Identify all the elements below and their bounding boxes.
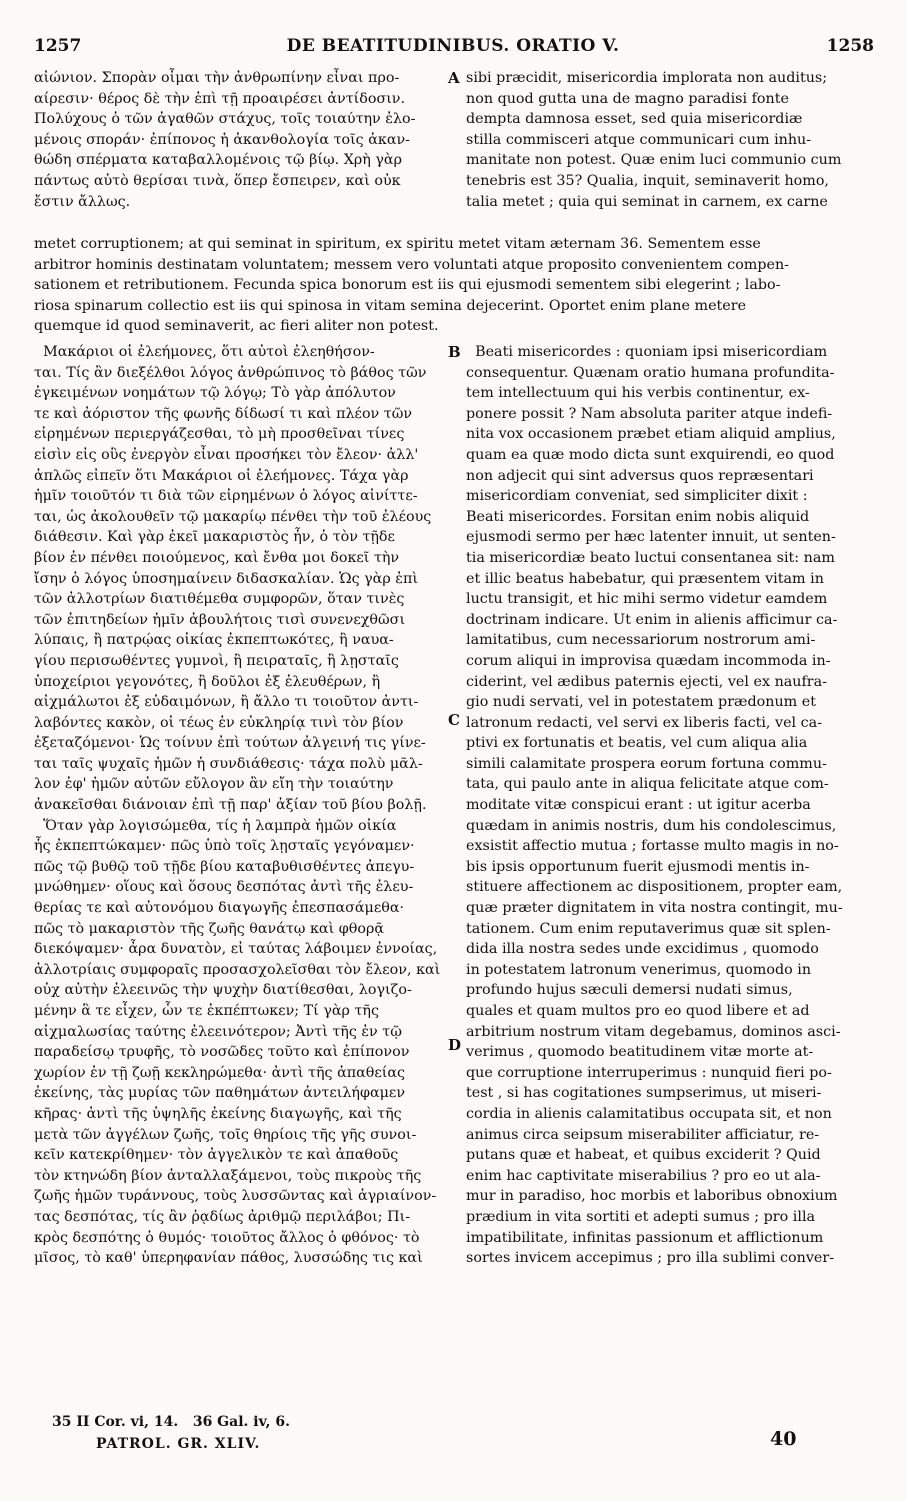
text-line: in potestatem latronum venerimus, quomodo in — [466, 961, 812, 978]
greek-column-top — [34, 68, 444, 212]
text-line: lamitatibus, cum necessariorum nostrorum ami- — [466, 632, 816, 649]
text-line: exsistit affectio mutua ; fortasse multo magis in no- — [466, 838, 839, 855]
text-line: ἁπλῶς εἰπεῖν ὅτι Μακάριοι οἱ ἐλεήμονες. Τάχα γὰρ — [34, 467, 409, 484]
text-line: ται, ὡς ἀκολουθεῖν τῷ μακαρίῳ πένθει τὴν τοῦ ἐλέους — [34, 508, 432, 525]
text-line: κῆρας· ἀντὶ τῆς ὑψηλῆς ἐκείνης διαγωγῆς, καὶ τῆς — [34, 1105, 402, 1122]
footnotes: 35 II Cor. vi, 14. 36 Gal. iv, 6. — [52, 1414, 290, 1430]
page-number-left: 1257 — [34, 36, 82, 56]
text-line: τὸν κτηνώδη βίον ἀνταλλαξάμενοι, τοὺς πικροὺς τῆς — [34, 1167, 422, 1184]
running-title: DE BEATITUDINIBUS. ORATIO V. — [286, 36, 620, 56]
text-line: non quod gutta una de magno paradisi fonte — [466, 90, 789, 107]
text-line: παραδείσῳ τρυφῆς, τὸ νοσῶδες τοῦτο καὶ ἐπίπονον — [34, 1044, 410, 1061]
text-line: λύπαις, ἢ πατρῴας οἰκίας ἐκπεπτωκότες, ἢ ναυα- — [34, 632, 394, 649]
text-line: κεῖν κατεκρίθημεν· τὸν ἀγγελικὸν τε καὶ ἀπαθοῦς — [34, 1147, 399, 1164]
latin-column-top — [466, 68, 876, 212]
text-line: θερίας τε καὶ αὐτονόμου διαγωγῆς ἐπεσπασάμεθα· — [34, 900, 405, 917]
text-line: εἰρημένων περιεργάζεσθαι, τὸ μὴ προσθεῖναι τίνες — [34, 426, 405, 443]
text-line: τῶν ἀλλοτρίων διατιθέμεθα συμφορῶν, ὅταν τινὲς — [34, 591, 405, 608]
text-line: manitate non potest. Quæ enim luci communio cum — [466, 152, 842, 169]
text-line: quædam in animis nostris, dum his condolescimus, — [466, 817, 837, 834]
text-line: prædium in vita sortiti et adepti sumus ; pro illa — [466, 1208, 816, 1225]
text-line: λαβόντες κακὸν, οἱ τέως ἐν εὐκληρίᾳ τινὶ τὸν βίον — [34, 714, 404, 731]
text-line: βίον ἐν πένθει ποιούμενος, καὶ ἔνθα μοι δοκεῖ τὴν — [34, 549, 400, 566]
margin-marker-b: B — [448, 343, 461, 361]
text-line: riosa spinarum collectio est iis qui spinosa in vitam semina dejecerint. Oportet enim plane metere — [34, 297, 747, 314]
text-line: moditate vitæ conspicui erant : ut igitur acerba — [466, 797, 811, 814]
text-line: bis ipsis opportunum fuerit ejusmodi mentis in- — [466, 858, 810, 875]
text-line: θώδη σπέρματα καταβαλλομένοις τῷ βίῳ. Χρὴ γὰρ — [34, 152, 402, 169]
text-line: que corruptione interruperimus : nunquid fieri po- — [466, 1064, 832, 1081]
text-line: μετὰ τῶν ἀγγέλων ζωῆς, τοῖς θηρίοις τῆς γῆς συνοι- — [34, 1126, 417, 1143]
text-line: enim hac captivitate miserabilius ? pro eo ut ala- — [466, 1167, 821, 1184]
text-line: ἐκείνης, τὰς μυρίας τῶν παθημάτων ἀντειλήφαμεν — [34, 1085, 406, 1102]
text-line: et illic beatus habebatur, qui præsentem vitam in — [466, 570, 824, 587]
margin-marker-a: A — [448, 69, 460, 87]
text-line: doctrinam indicare. Ut enim in alienis afficimur ca- — [466, 611, 838, 628]
text-line: ἐγκειμένων νοημάτων τῷ λόγῳ; Τὸ γὰρ ἀπόλυτον — [34, 385, 396, 402]
text-line: arbitrium nostrum vitam degebamus, dominos asci- — [466, 1023, 841, 1040]
text-line: Beati misericordes. Forsitan enim nobis aliquid — [466, 508, 810, 525]
text-line: γίου περισωθέντες γυμνοὶ, ἢ πειραταῖς, ἢ λῃσταῖς — [34, 652, 399, 669]
text-line: sibi præcidit, misericordia implorata non auditus; — [466, 70, 828, 86]
text-line: gio nudi servati, vel in potestatem prædonum et — [466, 694, 816, 711]
text-line: tem intellectuum qui his verbis continentur, ex- — [466, 385, 810, 402]
text-line: test , si has cogitationes sumpserimus, ut miseri- — [466, 1085, 822, 1102]
text-line: misericordiam conveniat, sed simpliciter dixit : — [466, 488, 808, 505]
text-line: πῶς τῷ βυθῷ τοῦ τῇδε βίου καταβυθισθέντες ἀπεγυ- — [34, 858, 415, 875]
text-line: tia misericordiæ beato luctui consentanea sit: nam — [466, 549, 835, 566]
text-line: αἰχμαλωσίας ταύτης ἐλεεινότερον; Ἀντὶ τῆς ἐν τῷ — [34, 1023, 402, 1040]
text-line: simili calamitate prospera eorum fortuna commu- — [466, 755, 827, 772]
text-line: κρὸς δεσπότης ὁ θυμός· τοιοῦτος ἄλλος ὁ φθόνος· τὸ — [34, 1229, 420, 1246]
text-line: τας δεσπότας, τίς ἂν ῥᾳδίως ἀριθμῷ περιλάβοι; Πι- — [34, 1208, 411, 1225]
text-line: impatibilitate, infinitas passionum et afflictionum — [466, 1229, 824, 1246]
text-line: διάθεσιν. Καὶ γὰρ ἐκεῖ μακαριστὸς ἦν, ὁ τὸν τῇδε — [34, 529, 395, 546]
text-line: ἡμῖν τοιοῦτόν τι διὰ τῶν εἰρημένων ὁ λόγος αἰνίττε- — [34, 488, 418, 505]
text-line: τε καὶ ἀόριστον τῆς φωνῆς δίδωσί τι καὶ πλέον τῶν — [34, 405, 413, 422]
patrologia-signature: PATROL. GR. XLIV. — [96, 1436, 261, 1452]
text-line: sationem et retributionem. Fecunda spica bonorum est iis qui ejusmodi sementem sibi elegerint ; labo- — [34, 277, 781, 294]
text-line: tationem. Cum enim reputaverimus quæ sit splen- — [466, 920, 831, 937]
text-line: ἐξεταζόμενοι· Ὡς τοίνυν ἐπὶ τούτων ἀλγεινή τις γίνε- — [34, 735, 426, 752]
text-line: arbitror hominis destinatam voluntatem; messem vero voluntati atque proposito convenientem compen- — [34, 256, 790, 273]
text-line: μῖσος, τὸ καθ' ὑπερηφανίαν πάθος, λυσσώδης τις καὶ — [34, 1250, 423, 1267]
text-line: profundo hujus sæculi demersi nudati simus, — [466, 982, 793, 999]
text-line: quemque id quod seminaverit, ac fieri aliter non potest. — [34, 318, 439, 335]
text-line: αίρεσιν· θέρος δὲ τὴν ἐπὶ τῇ προαιρέσει ἀντίδοσιν. — [34, 90, 406, 107]
text-line: τῶν ἐπιτηδείων ἡμῖν ἀβουλήτοις τισὶ συνενεχθῶσι — [34, 611, 406, 628]
text-line: mur in paradiso, hoc morbis et laboribus obnoxium — [466, 1188, 838, 1205]
text-line: μένην ἃ τε εἶχεν, ὧν τε ἐκπέπτωκεν; Τί γὰρ τῆς — [34, 1003, 379, 1019]
text-line: πῶς τὸ μακαριστὸν τῆς ζωῆς θανάτῳ καὶ φθορᾷ — [34, 920, 385, 937]
text-line: tenebris est 35? Qualia, inquit, seminaverit homo, — [466, 172, 829, 189]
text-line: latronum redacti, vel servi ex liberis facti, vel ca- — [466, 714, 823, 731]
margin-marker-c: C — [448, 711, 460, 729]
text-line: ptivi ex fortunatis et beatis, vel cum aliqua alia — [466, 735, 808, 752]
text-line: corum aliqui in improvisa quædam incommoda in- — [466, 652, 831, 669]
text-line: αἰχμάλωτοι ἐξ εὐδαιμόνων, ἢ ἄλλο τι τοιοῦτον ἀντι- — [34, 694, 419, 711]
margin-marker-d: D — [448, 1036, 462, 1054]
text-line: tata, qui paulo ante in aliqua felicitate atque com- — [466, 776, 829, 793]
text-line: μνώθημεν· οἵους καὶ ὅσους δεσπότας ἀντὶ τῆς ἐλευ- — [34, 879, 414, 896]
text-line: putans quæ et habeat, et quibus exciderit ? Quid — [466, 1147, 821, 1164]
text-line: verimus , quomodo beatitudinem vitæ morte at- — [466, 1044, 814, 1061]
text-line: ἔστιν ἄλλως. — [34, 193, 131, 210]
text-line: Ὅταν γὰρ λογισώμεθα, τίς ἡ λαμπρὰ ἡμῶν οἰκία — [34, 817, 397, 834]
text-line: dempta damnosa esset, sed quia misericordiæ — [466, 111, 803, 128]
text-line: ἀλλοτρίαις συμφοραῖς προσασχολεῖσθαι τὸν ἔλεον, καὶ — [34, 961, 441, 978]
text-line: μένοις σποράν· ἐπίπονος ἡ ἀκανθολογία τοῖς ἀκαν- — [34, 131, 411, 148]
text-line: λον ἐφ' ἡμῶν αὐτῶν εὔλογον ἂν εἴη τὴν τοιαύτην — [34, 776, 394, 793]
page-number-right: 1258 — [826, 36, 874, 56]
text-line: non adjecit qui sint adversus quos repræsentari — [466, 467, 814, 484]
text-line: quam ea quæ modo dicta sunt exquirendi, eo quod — [466, 446, 835, 463]
text-line: stilla commisceri atque communicari cum inhu- — [466, 131, 812, 148]
text-line: ἴσην ὁ λόγος ὑποσημαίνειν διδασκαλίαν. Ὡς γὰρ ἐπὶ — [34, 570, 418, 587]
text-line: metet corruptionem; at qui seminat in spiritum, ex spiritu metet vitam æternam 36. Sementem esse — [34, 236, 761, 252]
text-line: ται ταῖς ψυχαῖς ἡμῶν ἡ συνδιάθεσις· τάχα πολὺ μᾶλ- — [34, 755, 423, 772]
text-line: χωρίον ἐν τῇ ζωῇ κεκληρώμεθα· ἀντὶ τῆς ἀπαθείας — [34, 1064, 406, 1081]
text-line: ζωῆς ἡμῶν τυράννους, τοὺς λυσσῶντας καὶ ἀγριαίνον- — [34, 1188, 437, 1205]
text-line: consequentur. Quænam oratio humana profundita- — [466, 364, 835, 381]
text-line: luctu transigit, et hic mihi sermo videtur eamdem — [466, 591, 828, 608]
text-line: ponere possit ? Nam absoluta pariter atque indefi- — [466, 405, 833, 422]
text-line: sortes invicem accepimus ; pro illa sublimi conver- — [466, 1250, 835, 1267]
text-line: cordia in alienis calamitatibus occupata sit, et non — [466, 1105, 832, 1122]
text-line: ὑποχείριοι γεγονότες, ἢ δοῦλοι ἐξ ἐλευθέρων, ἢ — [34, 673, 381, 690]
latin-full-width-block — [34, 234, 876, 337]
text-line: οὐχ αὐτὴν ἐλεεινῶς τὴν ψυχὴν διατίθεσθαι, λογιζο- — [34, 982, 412, 999]
text-line: dida illa nostra sedes unde excidimus , quomodo — [466, 941, 819, 958]
greek-column-main — [34, 342, 444, 1269]
text-line: nita vox occasionem præbet etiam aliquid amplius, — [466, 426, 836, 443]
text-line: animus circa seipsum miserabiliter afficiatur, re- — [466, 1126, 820, 1143]
text-line: αἰώνιον. Σπορὰν οἶμαι τὴν ἀνθρωπίνην εἶναι προ- — [34, 70, 400, 86]
text-line: Beati misericordes : quoniam ipsi misericordiam — [466, 344, 828, 360]
text-line: Πολύχους ὁ τῶν ἀγαθῶν στάχυς, τοῖς τοιαύτην ἐλο- — [34, 111, 416, 128]
text-line: quales et quam multos pro eo quod libere et ad — [466, 1003, 810, 1019]
text-line: πάντως αὐτὸ θερίσαι τινὰ, ὅπερ ἔσπειρεν, καὶ οὐκ — [34, 172, 401, 189]
text-line: εἰσὶν εἰς οὓς ἐνεργὸν εἶναι προσήκει τὸν ἔλεον· ἀλλ' — [34, 446, 419, 463]
text-line: quæ præter dignitatem in vita nostra contingit, mu- — [466, 900, 843, 917]
text-line: ἧς ἐκπεπτώκαμεν· πῶς ὑπὸ τοῖς λῃσταῖς γεγόναμεν· — [34, 838, 415, 855]
signature-number: 40 — [770, 1428, 797, 1450]
text-line: talia metet ; quia qui seminat in carnem, ex carne — [466, 193, 828, 210]
text-line: ται. Τίς ἂν διεξέλθοι λόγος ἀνθρώπινος τὸ βάθος τῶν — [34, 364, 427, 381]
text-line: stituere affectionem ac dispositionem, propter eam, — [466, 879, 843, 896]
text-line: ejusmodi sermo per hæc latenter innuit, ut senten- — [466, 529, 836, 546]
text-line: ἀνακεῖσθαι διάνοιαν ἐπὶ τῇ παρ' ἀξίαν τοῦ βίου βολῇ. — [34, 797, 427, 814]
text-line: ciderint, vel ædibus paternis ejecti, vel ex naufra- — [466, 673, 827, 690]
text-line: Μακάριοι οἱ ἐλεήμονες, ὅτι αὐτοὶ ἐλεηθήσον- — [34, 344, 375, 360]
latin-column-main — [466, 342, 876, 1269]
text-line: διεκόψαμεν· ἆρα δυνατὸν, εἰ ταύτας λάβοιμεν ἐννοίας, — [34, 941, 438, 958]
